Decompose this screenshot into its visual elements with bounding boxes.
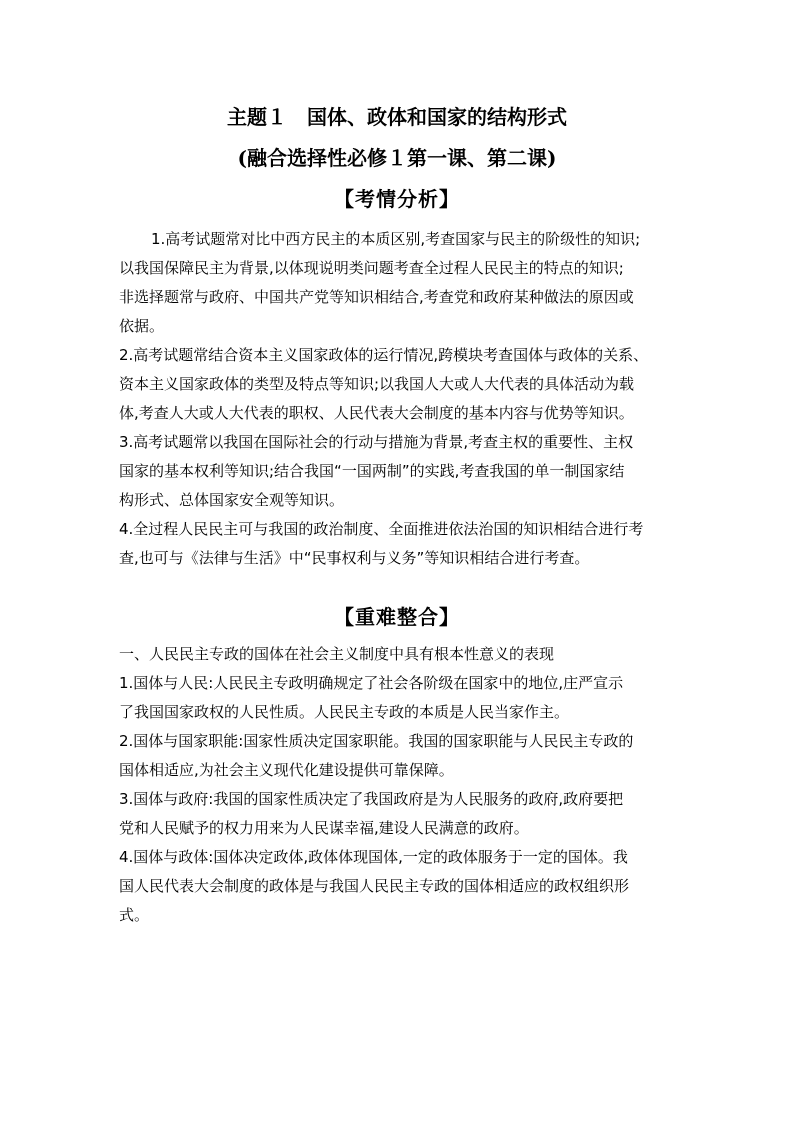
analysis-body: [119, 225, 679, 573]
text-line: 了我国国家政权的人民性质。人民民主专政的本质是人民当家作主。: [119, 703, 570, 721]
section-heading-integration: 【重难整合】: [334, 605, 460, 629]
document-title: 主题１ 国体、政体和国家的结构形式: [227, 105, 567, 129]
text-line: 4.全过程人民民主可与我国的政治制度、全面推进依法治国的知识相结合进行考: [119, 520, 644, 538]
text-line: 4.国体与政体:国体决定政体,政体体现国体,一定的政体服务于一定的国体。我: [119, 848, 628, 866]
text-line: 以我国保障民主为背景,以体现说明类问题考查全过程人民民主的特点的知识;: [119, 259, 624, 277]
text-line: 国人民代表大会制度的政体是与我国人民民主专政的国体相适应的政权组织形: [119, 877, 630, 895]
text-line: 资本主义国家政体的类型及特点等知识;以我国人大或人大代表的具体活动为载: [119, 375, 635, 393]
text-line: 一、人民民主专政的国体在社会主义制度中具有根本性意义的表现: [119, 645, 555, 663]
text-line: 查,也可与《法律与生活》中“民事权利与义务”等知识相结合进行考查。: [119, 549, 590, 567]
text-line: 国体相适应,为社会主义现代化建设提供可靠保障。: [119, 761, 454, 779]
section-heading-analysis: 【考情分析】: [334, 187, 460, 211]
text-line: 依据。: [119, 317, 165, 335]
text-line: 1.国体与人民:人民民主专政明确规定了社会各阶级在国家中的地位,庄严宣示: [119, 674, 624, 692]
text-line: 国家的基本权利等知识;结合我国“一国两制”的实践,考查我国的单一制国家结: [119, 462, 625, 480]
text-line: 非选择题常与政府、中国共产党等知识相结合,考查党和政府某种做法的原因或: [119, 288, 634, 306]
text-line: 式。: [119, 906, 150, 924]
text-line: 3.国体与政府:我国的国家性质决定了我国政府是为人民服务的政府,政府要把: [119, 790, 624, 808]
text-line: 3.高考试题常以我国在国际社会的行动与措施为背景,考查主权的重要性、主权: [119, 433, 634, 451]
text-line: 1.高考试题常对比中西方民主的本质区别,考查国家与民主的阶级性的知识;: [151, 230, 641, 248]
text-line: 党和人民赋予的权力用来为人民谋幸福,建设人民满意的政府。: [119, 819, 529, 837]
text-line: 构形式、总体国家安全观等知识。: [119, 491, 345, 509]
text-line: 2.国体与国家职能:国家性质决定国家职能。我国的国家职能与人民民主专政的: [119, 732, 634, 750]
text-line: 体,考查人大或人大代表的职权、人民代表大会制度的基本内容与优势等知识。: [119, 404, 634, 422]
integration-body: [119, 640, 679, 930]
text-line: 2.高考试题常结合资本主义国家政体的运行情况,跨模块考查国体与政体的关系、: [119, 346, 649, 364]
document-subtitle: (融合选择性必修１第一课、第二课): [237, 146, 557, 170]
